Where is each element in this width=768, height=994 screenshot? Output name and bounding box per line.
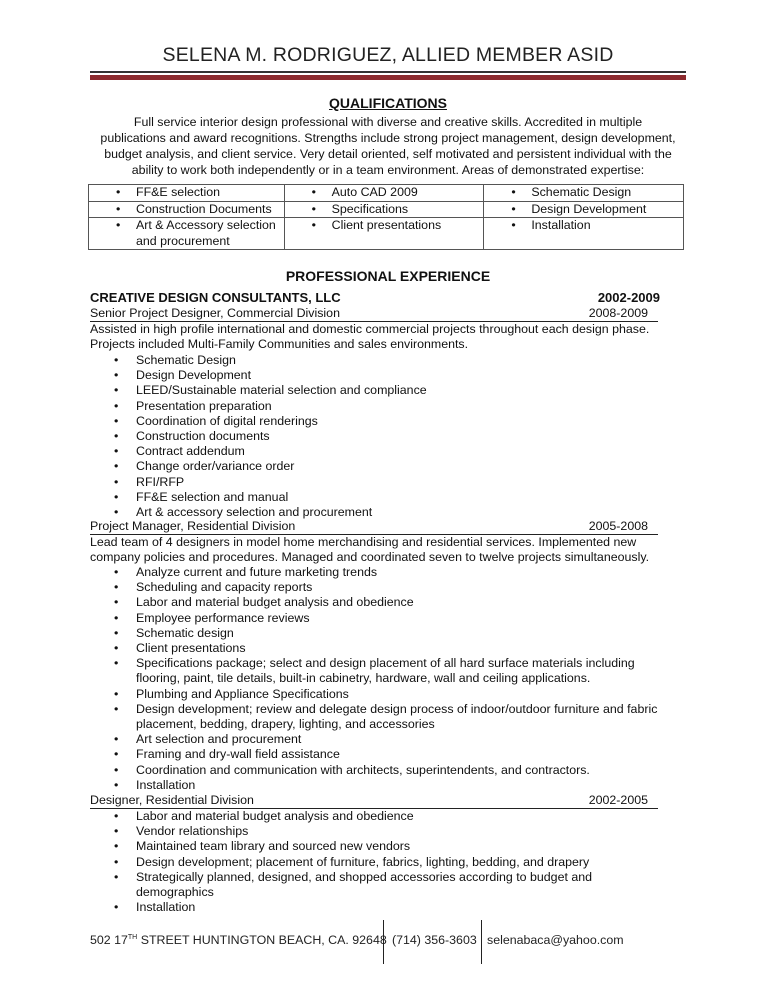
role-title: Project Manager, Residential Division: [90, 519, 296, 533]
list-item: • Change order/variance order: [114, 459, 295, 474]
role-description: company policies and procedures. Managed and coordinated seven to twelve projects simultaneously.: [90, 550, 650, 564]
list-item: • Construction documents: [114, 429, 270, 444]
header-rule-red: [90, 75, 686, 80]
expertise-item: Art & Accessory selection and procurement: [136, 218, 276, 248]
bullet-icon: •: [114, 686, 119, 701]
bullet-icon: •: [114, 474, 119, 489]
bullet-icon: •: [114, 747, 119, 762]
list-item: • Schematic design: [114, 625, 234, 640]
bullet-icon: •: [114, 505, 119, 520]
list-item: • Installation: [114, 900, 196, 915]
list-item: • FF&E selection and manual: [114, 489, 289, 504]
footer-divider: [481, 920, 482, 964]
list-item: • LEED/Sustainable material selection and compliance: [114, 383, 427, 398]
list-item: • Vendor relationships: [114, 824, 249, 839]
qualifications-summary: [88, 114, 688, 178]
list-item: • Employee performance reviews: [114, 610, 310, 625]
role-title: Designer, Residential Division: [90, 793, 254, 807]
bullet-icon: •: [114, 869, 119, 884]
list-item: • Plumbing and Appliance Specifications: [114, 686, 349, 701]
bullet-icon: •: [311, 218, 316, 232]
role-description: Lead team of 4 designers in model home merchandising and residential services. Implemented new: [90, 535, 637, 549]
bullet-icon: •: [114, 383, 119, 398]
bullet-icon: •: [114, 900, 119, 915]
bullet-icon: •: [116, 201, 121, 216]
summary-line: ability to work both independently or in a team environment. Areas of demonstrated expertise:: [131, 163, 645, 177]
bullet-icon: •: [511, 185, 516, 199]
list-item: • Schematic Design: [114, 353, 236, 367]
list-item: • Labor and material budget analysis and obedience: [114, 809, 414, 823]
bullet-icon: •: [114, 413, 119, 428]
qualifications-title: QUALIFICATIONS: [329, 95, 447, 111]
list-item: • Art selection and procurement: [114, 732, 302, 747]
expertise-item: Client presentations: [331, 218, 442, 232]
bullet-icon: •: [114, 368, 119, 383]
role-title: Senior Project Designer, Commercial Division: [90, 306, 340, 320]
expertise-item: Installation: [531, 218, 591, 232]
list-item: • Framing and dry-wall field assistance: [114, 747, 340, 762]
bullet-icon: •: [311, 201, 316, 216]
list-item: • Coordination of digital renderings: [114, 413, 318, 428]
list-item: • Strategically planned, designed, and shopped accessories according to budget and demographics: [114, 869, 593, 900]
bullet-icon: •: [511, 201, 516, 216]
list-item: • Scheduling and capacity reports: [114, 580, 313, 595]
role-description: Assisted in high profile international and domestic commercial projects throughout each design phase.: [90, 322, 650, 336]
bullet-icon: •: [114, 641, 119, 656]
bullet-icon: •: [114, 625, 119, 640]
experience-title: PROFESSIONAL EXPERIENCE: [285, 268, 491, 284]
footer-address: 502 17TH STREET HUNTINGTON BEACH, CA. 92648: [90, 933, 387, 947]
expertise-item: Construction Documents: [136, 201, 272, 216]
bullet-icon: •: [114, 809, 119, 823]
bullet-icon: •: [116, 185, 121, 199]
bullet-icon: •: [114, 610, 119, 625]
expertise-table: [88, 184, 684, 250]
bullet-icon: •: [114, 854, 119, 869]
bullet-icon: •: [114, 701, 119, 716]
list-item: • Presentation preparation: [114, 398, 272, 413]
summary-line: publications and award recognitions. Strengths include strong project management, design development,: [100, 131, 676, 145]
resume-name-heading: SELENA M. RODRIGUEZ, ALLIED MEMBER ASID: [162, 44, 614, 66]
bullet-icon: •: [114, 595, 119, 610]
expertise-row: [89, 218, 684, 250]
bullet-icon: •: [114, 353, 119, 367]
expertise-row: [89, 201, 684, 218]
summary-line: Full service interior design professional with diverse and creative skills. Accredited in multiple: [133, 115, 643, 129]
bullet-icon: •: [114, 444, 119, 459]
bullet-icon: •: [311, 185, 316, 199]
summary-line: budget analysis, and client service. Very detail oriented, self motivated and persistent individual with the: [104, 147, 672, 161]
list-item: • Art & accessory selection and procurement: [114, 505, 373, 520]
list-item: • RFI/RFP: [114, 474, 185, 489]
list-item: • Specifications package; select and design placement of all hard surface materials including flooring, paint, tile details, built-in cabinetry, hardware, wall and ceiling applications.: [114, 656, 635, 686]
bullet-icon: •: [114, 762, 119, 777]
bullet-icon: •: [114, 565, 119, 579]
list-item: • Design Development: [114, 368, 252, 383]
list-item: • Coordination and communication with architects, superintendents, and contractors.: [114, 762, 590, 777]
company-heading: [90, 290, 660, 305]
company-name: CREATIVE DESIGN CONSULTANTS, LLC: [90, 290, 341, 305]
role-years: 2002-2005: [588, 793, 648, 807]
role-heading: [90, 519, 658, 535]
bullet-icon: •: [114, 777, 119, 792]
expertise-item: Design Development: [531, 201, 647, 216]
footer-email[interactable]: selenabaca@yahoo.com: [487, 933, 624, 947]
bullet-icon: •: [114, 656, 119, 671]
expertise-item: Specifications: [331, 201, 409, 216]
role-years: 2008-2009: [588, 306, 648, 320]
header-rule-dark: [90, 71, 686, 73]
list-item: • Design development; review and delegate design process of indoor/outdoor furniture and fabric placement, bedding, drapery, lighting, and accessories: [114, 701, 658, 732]
list-item: • Contract addendum: [114, 444, 245, 459]
list-item: • Labor and material budget analysis and obedience: [114, 595, 414, 610]
bullet-icon: •: [114, 824, 119, 839]
bullet-icon: •: [114, 398, 119, 413]
list-item: • Client presentations: [114, 641, 246, 656]
role-bullet-list: [112, 353, 672, 520]
company-years: 2002-2009: [597, 290, 660, 305]
role-bullet-list: [112, 809, 672, 915]
expertise-item: Auto CAD 2009: [331, 185, 418, 199]
bullet-icon: •: [114, 732, 119, 747]
expertise-item: Schematic Design: [531, 185, 632, 199]
role-heading: [90, 793, 658, 809]
footer-phone: (714) 356-3603: [392, 933, 477, 947]
bullet-icon: •: [114, 459, 119, 474]
role-years: 2005-2008: [588, 519, 648, 533]
expertise-item: FF&E selection: [136, 185, 221, 199]
bullet-icon: •: [114, 580, 119, 595]
list-item: • Analyze current and future marketing trends: [114, 565, 378, 579]
expertise-row: [89, 185, 684, 202]
list-item: • Installation: [114, 777, 196, 792]
bullet-icon: •: [114, 839, 119, 854]
bullet-icon: •: [114, 489, 119, 504]
list-item: • Maintained team library and sourced new vendors: [114, 839, 411, 854]
role-heading: [90, 306, 658, 322]
bullet-icon: •: [511, 218, 516, 232]
bullet-icon: •: [114, 429, 119, 444]
bullet-icon: •: [116, 218, 121, 232]
role-description: Projects included Multi-Family Communities and sales environments.: [90, 337, 469, 351]
role-bullet-list: [112, 565, 672, 793]
list-item: • Design development; placement of furniture, fabrics, lighting, bedding, and drapery: [114, 854, 590, 869]
